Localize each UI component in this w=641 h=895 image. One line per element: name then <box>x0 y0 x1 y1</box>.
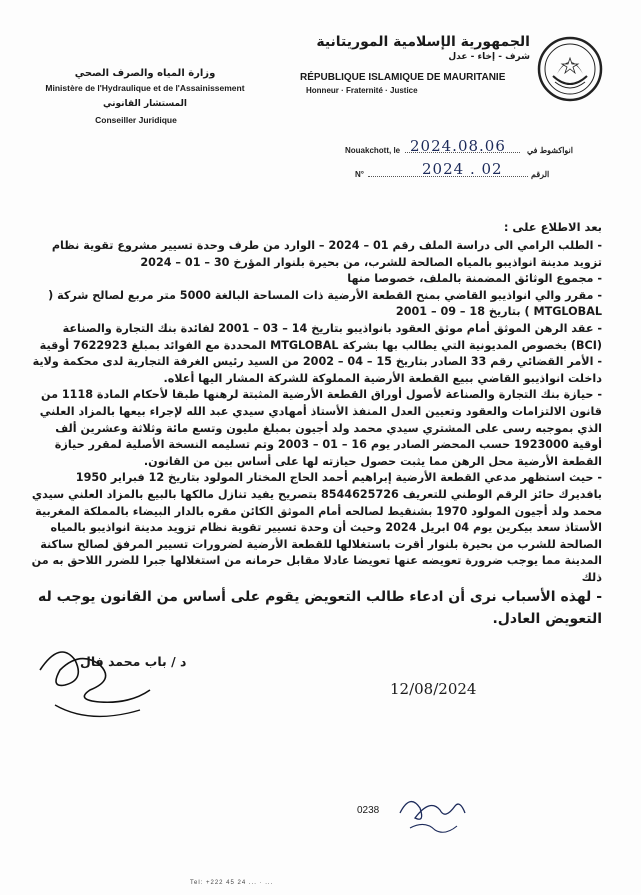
place-label-ar: انواكشوط في <box>527 146 573 155</box>
republic-header <box>300 34 530 95</box>
ministry-name-fr: Ministère de l'Hydraulique et de l'Assainissement <box>45 83 245 93</box>
signatory-name: د / باب محمد فال <box>80 654 187 669</box>
national-seal-icon <box>537 36 603 102</box>
paragraph-mortgage: - عقد الرهن الموثق أمام موثق العقود بانواذيبو بتاريخ 14 – 03 – 2001 لفائدة بنك التجارة والصناعة (BCI) بخصوص المديونية التي يطالب بها بشركة MTGLOBAL المحددة مع الفوائد بمبلغ 7622923 أوقية <box>39 321 602 352</box>
number-label-ar: الرقم <box>531 170 550 179</box>
ministry-name-ar: وزارة المياه والصرف الصحي <box>74 68 216 79</box>
document-body <box>30 238 602 630</box>
paragraph-wali-decision: - مقرر والي انواذيبو القاضي بمنح القطعة الأرضية ذات المساحة البالغة 5000 متر مربع لصالح شركة ( MTGLOBAL ) بتاريخ 18 – 09 – 2001 <box>48 288 602 319</box>
number-dotted-line <box>368 176 528 177</box>
initials-scribble <box>395 788 475 838</box>
registry-number: 0238 <box>357 805 380 816</box>
paragraph-claimant: - حيث استظهر مدعي القطعة الأرضية إبراهيم أحمد الحاج المختار المولود بتاريخ 12 فبراير 1950 بافديرك حائز الرقم الوطني للتعريف 8544625726 بتصريح يفيد تنازل مالكها بالبيع بالمزاد العلني سيدي محمد ولد أجيون المولود 1970 بشنقيط لصالحه أمام الموثق الكائن مقره بالدار البيضاء بالمملكة المغربية الأستاذ سعد بيكرين يوم 04 ابريل 2024 وحيث أن وحدة تسيير تقوية نظام تزويد مدينة انواذيبو بالمياه الصالحة للشرب من بحيرة بلنوار أقرت باستغلالها للقطعة الأرضية لضرورات تسيير المرفق لصالح ساكنة المدينة مما يوجب ضرورة تعويضه عنها تعويضا عادلا مقابل حرمانه من استغلالها جبرا للضرر اللاحق به من ذلك <box>31 471 602 584</box>
motto-ar: شرف - إخاء - عدل <box>448 52 530 62</box>
number-label-fr: N° <box>355 170 364 179</box>
paragraph-request: - الطلب الرامي الى دراسة الملف رقم 01 – 2024 – الوارد من طرف وحدة تسيير مشروع تقوية نظام تزويد مدينة انواذيبو بالمياه الصالحة للشرب، من بحيرة بلنوار المؤرخ 30 – 01 – 2024 <box>51 239 602 269</box>
intro-heading: بعد الاطلاع على : <box>503 220 602 234</box>
motto-fr: Honneur · Fraternité · Justice <box>306 86 418 95</box>
number-value: 2024 . 02 <box>422 160 503 178</box>
republic-name-fr: RÉPUBLIQUE ISLAMIQUE DE MAURITANIE <box>300 72 506 83</box>
date-value: 2024.08.06 <box>410 137 506 155</box>
paragraph-bank-possession: - حيازة بنك التجارة والصناعة لأصول أوراق القطعة الأرضية المثبتة لرهنها طبقا لأحكام المادة 1118 من قانون الالتزامات والعقود وتعيين العدل المنفذ الأستاذ أمهادي سيدي عبد الله لإجراء بيعها بالمزاد العلني الذي بموجبه رسى على المشتري سيدي محمد ولد أجيون بمبلغ مليون وتسع مائة وثلاثة وعشرين ألف أوقية 1923000 حسب المحضر الصادر يوم 16 – 01 – 2003 وتم تسليمه النسخة الأصلية لمقرر حيازة القطعة الأرضية محل الرهن مما يثبت حصول حيازته لها على أساس بين من القانون. <box>39 388 602 468</box>
place-label: Nouakchott, le <box>345 146 401 155</box>
republic-name-ar: الجمهورية الإسلامية الموريتانية <box>316 34 530 50</box>
signature-date: 12/08/2024 <box>390 680 477 698</box>
advisor-title-fr: Conseiller Juridique <box>95 115 177 125</box>
advisor-title-ar: المستشار القانوني <box>102 99 187 109</box>
date-dotted-line <box>405 152 520 153</box>
ministry-header <box>20 68 270 125</box>
signature-scribble <box>30 630 180 740</box>
footer-contact: Tel: +222 45 24 ... · ... <box>190 880 274 886</box>
paragraph-court-order: - الأمر القضائي رقم 33 الصادر بتاريخ 15 – 04 – 2002 من السيد رئيس الغرفة التجارية لدى محكمة ولاية داخلت انواذيبو القاضي ببيع القطعة الأرضية المملوكة للشركة المشار اليها أعلاه. <box>32 355 602 385</box>
paragraph-conclusion: - لهذه الأسباب نرى أن ادعاء طالب التعويض يقوم على أساس من القانون يوجب له التعويض العادل. <box>37 589 602 628</box>
paragraph-documents: - مجموع الوثائق المضمنة بالملف، خصوصا منها <box>347 272 602 286</box>
